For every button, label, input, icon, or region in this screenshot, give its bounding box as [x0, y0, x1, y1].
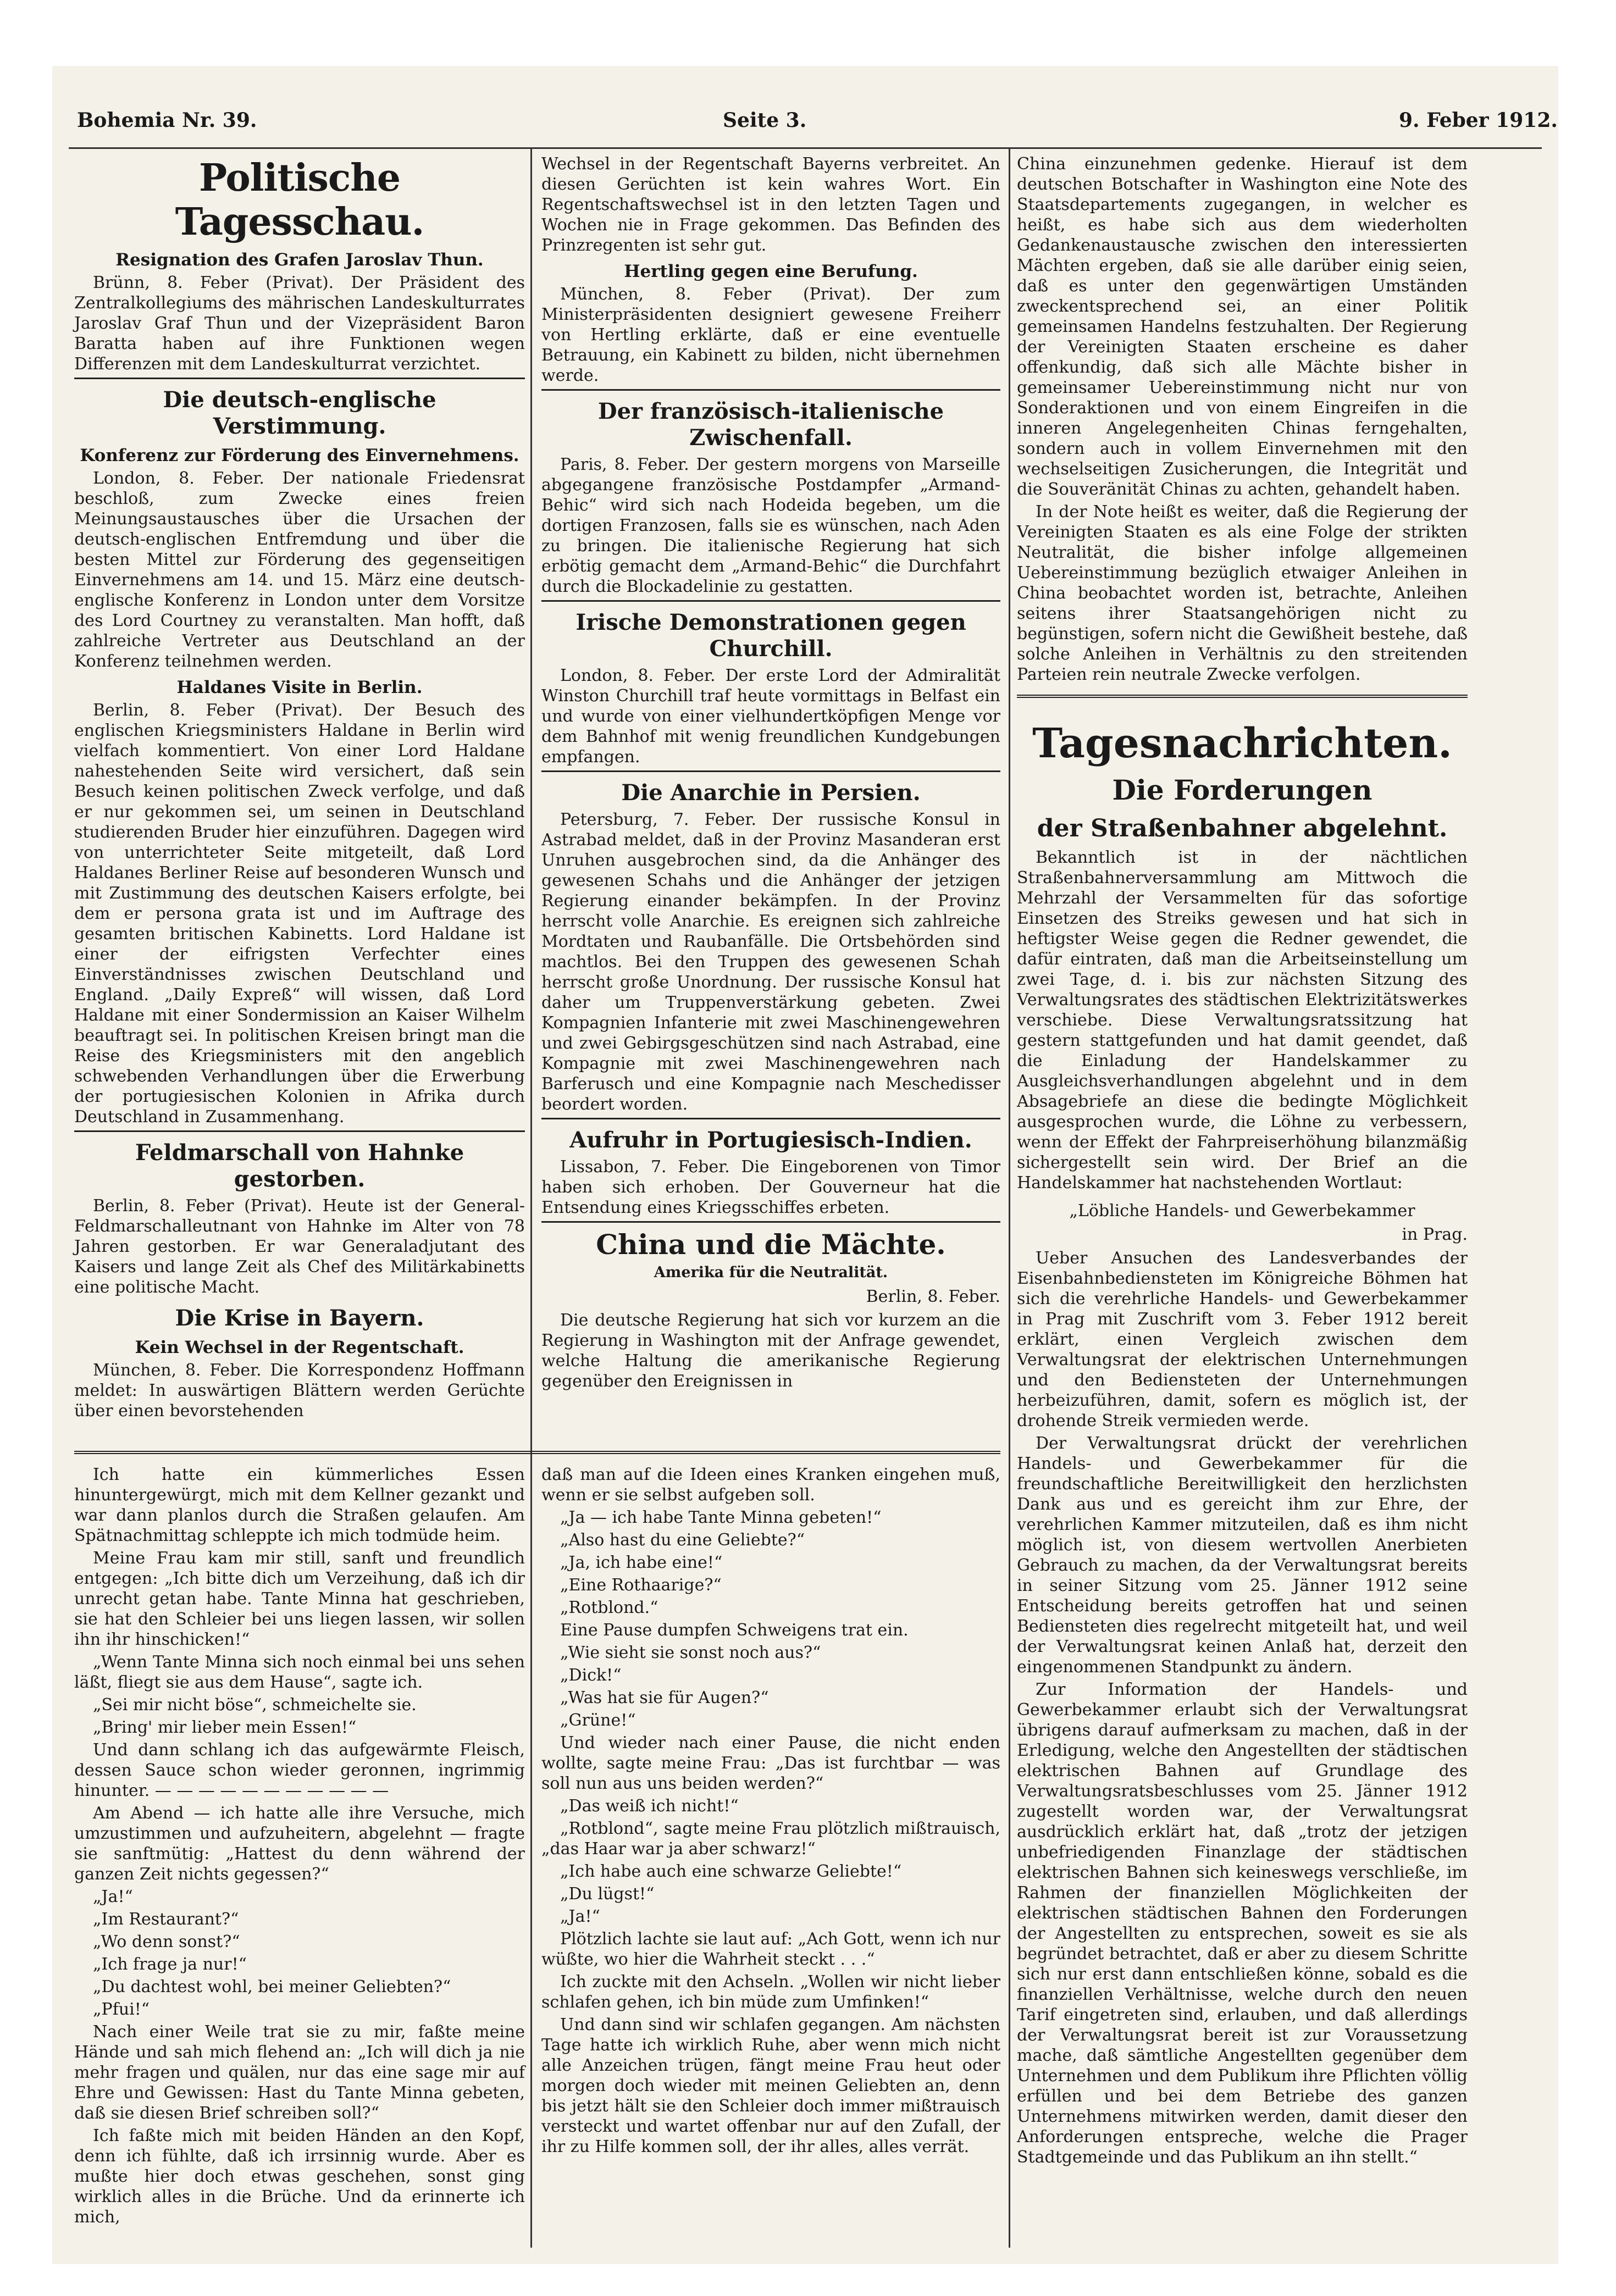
section-title: Tagesnachrichten.: [1032, 720, 1452, 767]
article-body: London, 8. Feber. Der erste Lord der Admiralität Winston Churchill traf heute vormittags in Belfast ein und wurde von einer vielhundertköpfigen Menge vor dem Bahnhof mit wenig freundlichen Kundgebungen empfangen.: [541, 666, 1000, 767]
feuilleton-line: Plötzlich lachte sie laut auf: „Ach Gott, wenn ich nur wüßte, wo hier die Wahrheit steckt . . .“: [541, 1929, 1000, 1969]
feuilleton-line: „Grüne!“: [560, 1711, 636, 1730]
feuilleton-line: „Im Restaurant?“: [93, 1910, 239, 1929]
article-body: Paris, 8. Feber. Der gestern morgens von Marseille abgegangene französische Postdampfer „Armand-Behic“ wird sich nach Hodeida begeben, um die dortigen Franzosen, falls sie es wünschen, nach Aden zu bringen. Die italienische Regierung hat sich erbötig gemacht dem „Armand-Behic“ die Durchfahrt durch die Blockadelinie zu gestatten.: [541, 455, 1000, 596]
dateline: Berlin, 8. Feber.: [866, 1287, 1000, 1306]
letter-place: in Prag.: [1402, 1225, 1468, 1244]
article-subtitle: Konferenz zur Förderung des Einvernehmens.: [80, 446, 519, 465]
feuilleton-line: „Ich habe auch eine schwarze Geliebte!“: [560, 1862, 902, 1881]
divider: [74, 378, 525, 379]
article-title: Feldmarschall von Hahnke gestorben.: [135, 1140, 464, 1192]
article-body: Die deutsche Regierung hat sich vor kurzem an die Regierung in Washington mit der Anfrage gewendet, welche Haltung die amerikanische Regierung gegenüber den Ereignissen in: [541, 1311, 1000, 1391]
column-1: [74, 154, 525, 1456]
feuilleton-line: „Eine Rothaarige?“: [560, 1576, 722, 1595]
article-title: Die Forderungen: [1112, 774, 1373, 806]
article-body: Berlin, 8. Feber (Privat). Der Besuch des englischen Kriegsministers Haldane in Berlin wird vielfach kommentiert. Von einer Lord Haldane nahestehenden Seite wird versichert, daß sein Besuch keinen politischen Zweck verfolge, und daß er nur gekommen sei, um seinen in Deutschland studierenden Bruder hier einzuführen. Dagegen wird von unterrichteter Seite mitgeteilt, daß Lord Haldanes Berliner Reise auf besonderen Wunsch und mit Zustimmung des deutschen Kaisers erfolgte, bei dem er persona grata ist und im Auftrage des gesamten britischen Kabinetts. Lord Haldane ist einer der eifrigsten Verfechter eines Einverständnisses zwischen Deutschland und England. „Daily Expreß“ will wissen, daß Lord Haldane mit einer Sondermission an Kaiser Wilhelm beauftragt sei. In politischen Kreisen bringt man die Reise des Kriegsministers mit den angeblich schwebenden Verhandlungen über die Erwerbung der portugiesischen Kolonien in Afrika durch Deutschland in Zusammenhang.: [74, 701, 525, 1127]
article-subtitle: Amerika für die Neutralität.: [654, 1264, 888, 1281]
letter-paragraph: Ueber Ansuchen des Landesverbandes der Eisenbahnbediensteten im Königreiche Böhmen hat sich die verehrliche Handels- und Gewerbekammer in Prag mit Zuschrift vom 3. Feber 1912 bereit erklärt, einen Vergleich zwischen dem Verwaltungsrat der elektrischen Unternehmungen und den Bediensteten der Unternehmungen herbeizuführen, damit, sofern es möglich ist, der drohende Streik vermieden werde.: [1017, 1249, 1468, 1430]
feuilleton-left: [74, 1465, 525, 2227]
feuilleton-line: „Ja — ich habe Tante Minna gebeten!“: [560, 1508, 882, 1527]
feuilleton-line: „Pfui!“: [93, 2000, 150, 2019]
article-title: Irische Demonstrationen gegen Churchill.: [575, 609, 966, 662]
article-title-line2: der Straßenbahner abgelehnt.: [1037, 814, 1448, 842]
feuilleton-line: Ich zuckte mit den Achseln. „Wollen wir nicht lieber schlafen gehen, ich bin müde zum Umfinken!“: [541, 1972, 1000, 2012]
feuilleton-line: Eine Pause dumpfen Schweigens trat ein.: [560, 1621, 909, 1640]
article-body: China einzunehmen gedenke. Hierauf ist dem deutschen Botschafter in Washington eine Note des Staatsdepartements zugegangen, in welcher es heißt, es habe sich aus dem wiederholten Gedankenaustausche zwischen den interessierten Mächten ergeben, daß sie alle darüber einig seien, daß es unter den gegenwärtigen Umständen zweckentsprechend sei, an einer Politik gemeinsamen Handelns festzuhalten. Der Regierung der Vereinigten Staaten erscheine es daher offenkundig, daß sich alle Mächte bisher in gemeinsamer Uebereinstimmung nicht nur von Sonderaktionen und von einem Eingreifen in die inneren Angelegenheiten Chinas ferngehalten, sondern auch in vollem Einvernehmen mit den wechselseitigen Zusicherungen, die Integrität und die Souveränität Chinas zu achten, gehandelt haben.: [1017, 154, 1468, 499]
feuilleton-line: Und wieder nach einer Pause, die nicht enden wollte, sagte meine Frau: „Das ist furchtbar — was soll nun aus uns beiden werden?“: [541, 1733, 1000, 1793]
header-rule: [69, 147, 1542, 149]
feuilleton-line: „Das weiß ich nicht!“: [560, 1796, 739, 1816]
feuilleton-line: „Also hast du eine Geliebte?“: [560, 1530, 805, 1550]
column-3: [1017, 154, 1468, 2259]
feuilleton-line: Und dann schlang ich das aufgewärmte Fleisch, dessen Sauce schon wieder geronnen, ingrimmig hinunter. — — — — — — — — — — —: [74, 1740, 525, 1800]
newspaper-page: [52, 66, 1558, 2264]
article-title: Die Anarchie in Persien.: [621, 780, 921, 806]
article-title: Haldanes Visite in Berlin.: [176, 678, 423, 697]
divider: [541, 389, 1000, 391]
article-title: Die Krise in Bayern.: [175, 1305, 424, 1331]
feuilleton-line: „Ich frage ja nur!“: [93, 1955, 247, 1974]
column-2: [541, 154, 1000, 1456]
divider: [541, 1118, 1000, 1119]
divider: [74, 1130, 525, 1132]
divider: [541, 600, 1000, 602]
feuilleton-line: „Ja, ich habe eine!“: [560, 1553, 723, 1572]
feuilleton-line: „Wo denn sonst?“: [93, 1932, 240, 1951]
feuilleton-line: „Rotblond“, sagte meine Frau plötzlich mißtrauisch, „das Haar war ja aber schwarz!“: [541, 1819, 1000, 1859]
feuilleton-line: „Sei mir nicht böse“, schmeichelte sie.: [93, 1695, 417, 1715]
article-title: Die deutsch-englische Verstimmung.: [163, 387, 436, 439]
article-body: Berlin, 8. Feber (Privat). Heute ist der General-Feldmarschalleutnant von Hahnke im Alter von 78 Jahren gestorben. Er war Generaladjutant des Kaisers und lange Zeit als Chef des Militärkabinetts eine politische Macht.: [74, 1196, 525, 1297]
article-title: Hertling gegen eine Berufung.: [624, 262, 918, 281]
feuilleton-line: Ich faßte mich mit beiden Händen an den Kopf, denn ich fühlte, daß ich irrsinnig wurde. Aber es mußte hier doch etwas geschehen, sonst ging wirklich alles in die Brüche. Und da erinnerte ich mich,: [74, 2126, 525, 2227]
article-body: München, 8. Feber (Privat). Der zum Ministerpräsidenten designiert gewesene Freiherr von Hertling erklärte, daß er eine eventuelle Betrauung, ein Kabinett zu bilden, nicht übernehmen werde.: [541, 285, 1000, 385]
feuilleton-line: „Dick!“: [560, 1666, 622, 1685]
article-title: Aufruhr in Portugiesisch-Indien.: [569, 1127, 972, 1153]
feuilleton-line: „Ja!“: [560, 1907, 600, 1926]
article-title: Resignation des Grafen Jaroslav Thun.: [115, 250, 484, 270]
article-body: Brünn, 8. Feber (Privat). Der Präsident des Zentralkollegiums des mährischen Landeskulturrates Jaroslav Graf Thun und der Vizepräsident Baron Baratta haben auf ihre Funktionen wegen Differenzen mit dem Landeskulturrat verzichtet.: [74, 273, 525, 374]
article-body: München, 8. Feber. Die Korrespondenz Hoffmann meldet: In auswärtigen Blättern werden Gerüchte über einen bevorstehenden: [74, 1361, 525, 1421]
feuilleton-line: „Du dachtest wohl, bei meiner Geliebten?“: [93, 1977, 451, 1996]
feuilleton-line: „Was hat sie für Augen?“: [560, 1688, 769, 1707]
feuilleton-line: Nach einer Weile trat sie zu mir, faßte meine Hände und sah mich flehend an: „Ich will dich ja nie mehr fragen und quälen, nur das eine sage mir auf Ehre und Gewissen: Hast du Tante Minna gebeten, daß sie diesen Brief schreiben soll?“: [74, 2022, 525, 2123]
section-divider: [1017, 695, 1468, 698]
header-center: Seite 3.: [723, 109, 807, 132]
feuilleton-line: „Wenn Tante Minna sich noch einmal bei uns sehen läßt, fliegt sie aus dem Hause“, sagte ich.: [74, 1652, 525, 1692]
letter-paragraph: Zur Information der Handels- und Gewerbekammer erlaubt sich der Verwaltungsrat übrigens darauf aufmerksam zu machen, daß in der Erledigung, welche den Angestellten der städtischen elektrischen Bahnen auf Grundlage des Verwaltungsratsbeschlusses vom 25. Jänner 1912 zugestellt worden war, der Verwaltungsrat ausdrücklich erklärt hat, daß „trotz der jetzigen unbefriedigenden Finanzlage der städtischen elektrischen Bahnen sich keineswegs verschließe, im Rahmen der finanziellen Möglichkeiten der elektrischen städtischen Bahnen den Forderungen der Angestellten zu entsprechen, soweit es sie als begründet betrachtet, daß er aber zu diesem Schritte sich nur erst dann entschließen könne, sobald es die finanziellen Verhältnisse, welche durch den neuen Tarif eingetreten sind, erlauben, und daß allerdings der Verwaltungsrat bereit ist zur Voraussetzung mache, daß sämtliche Angestellten gegenüber dem Unternehmen und dem Publikum ihre Pflichten völlig erfüllen und bei dem Betriebe des ganzen Unternehmens mitwirken werden, damit dieser den Anforderungen entspreche, welche die Prager Stadtgemeinde und das Publikum an ihn stellt.“: [1017, 1680, 1468, 2167]
article-body: In der Note heißt es weiter, daß die Regierung der Vereinigten Staaten es als eine Folge der strikten Neutralität, die bisher infolge allgemeinen Uebereinstimmung bezüglich etwaiger Anleihen in China beobachtet worden ist, betrachte, Anleihen seitens ihrer Staatsangehörigen nicht zu begünstigen, sofern nicht die Gewißheit bestehe, daß solche Anleihen in Verhältnis zu den streitenden Parteien rein neutrale Zwecke verfolgen.: [1017, 502, 1468, 684]
feuilleton-line: daß man auf die Ideen eines Kranken eingehen muß, wenn er sie selbst aufgeben soll.: [541, 1465, 1000, 1505]
politics-title: Politische Tagesschau.: [175, 156, 424, 244]
feuilleton-line: Meine Frau kam mir still, sanft und freundlich entgegen: „Ich bitte dich um Verzeihung, daß ich dir unrecht getan habe. Tante Minna hat geschrieben, sie hat den Schleier bei uns liegen lassen, wir sollen ihn ihr hinschicken!“: [74, 1549, 525, 1649]
letter-salutation: „Löbliche Handels- und Gewerbekammer: [1069, 1201, 1415, 1221]
article-body: Petersburg, 7. Feber. Der russische Konsul in Astrabad meldet, daß in der Provinz Masanderan erst Unruhen ausgebrochen sind, da die Anhänger des gewesenen Schahs und die Anhänger der jetzigen Regierung einander bekämpfen. In der Provinz herrscht volle Anarchie. Es ereignen sich zahlreiche Mordtaten und Raubanfälle. Die Ortsbehörden sind machtlos. Bei den Truppen des gewesenen Schah herrscht große Unordnung. Der russische Konsul hat daher um Truppenverstärkung gebeten. Zwei Kompagnien Infanterie mit zwei Maschinengewehren und zwei Gebirgsgeschützen sind nach Astrabad, eine Kompagnie mit zwei Maschinengewehren nach Barferusch und eine Kompagnie nach Meschedisser beordert worden.: [541, 810, 1000, 1114]
feuilleton-line: „Rotblond.“: [560, 1598, 658, 1617]
feuilleton-right: [541, 1465, 1000, 2195]
article-subtitle: Kein Wechsel in der Regentschaft.: [135, 1338, 464, 1357]
feuilleton-line: Ich hatte ein kümmerliches Essen hinuntergewürgt, mich mit dem Kellner gezankt und war dann planlos durch die Straßen gelaufen. Am Spätnachmittag schleppte ich mich todmüde heim.: [74, 1465, 525, 1545]
feuilleton-line: „Wie sieht sie sonst noch aus?“: [560, 1643, 821, 1662]
divider: [541, 770, 1000, 772]
article-body: London, 8. Feber. Der nationale Friedensrat beschloß, zum Zwecke eines freien Meinungsaustausches über die Ursachen der deutsch-englischen Entfremdung und über die besten Mittel zur Förderung des gegenseitigen Einvernehmens am 14. und 15. März eine deutsch-englische Konferenz in London unter dem Vorsitze des Lord Courtney zu veranstalten. Man hofft, daß zahlreiche Vertreter aus Deutschland an der Konferenz teilnehmen werden.: [74, 469, 525, 671]
column-rule-2: [1009, 148, 1010, 2248]
feuilleton-line: „Ja!“: [93, 1887, 133, 1906]
divider: [541, 1221, 1000, 1223]
article-body: Lissabon, 7. Feber. Die Eingeborenen von Timor haben sich erhoben. Der Gouverneur hat die Entsendung eines Kriegsschiffes erbeten.: [541, 1157, 1000, 1217]
article-body: Bekanntlich ist in der nächtlichen Straßenbahnerversammlung am Mittwoch die Mehrzahl der Versammelten für das sofortige Einsetzen des Streiks gewesen und hat sich in heftigster Weise gegen die Redner gewendet, die dafür eintraten, daß man die Arbeitseinstellung um zwei Tage, d. i. bis zur nächsten Sitzung des Verwaltungsrates des städtischen Elektrizitätswerkes verschiebe. Diese Verwaltungsratssitzung hat gestern stattgefunden und hat damit geendet, daß die Einladung der Handelskammer zu Ausgleichsverhandlungen abgelehnt und in dem Absagebriefe an diese die bedingte Möglichkeit ausgesprochen wurde, die Löhne zu verbessern, wenn der Effekt der Fahrpreiserhöhung bilanzmäßig sichergestellt sein wird. Der Brief an die Handelskammer hat nachstehenden Wortlaut:: [1017, 848, 1468, 1193]
header-right: 9. Feber 1912.: [1399, 109, 1558, 132]
feuilleton-line: Und dann sind wir schlafen gegangen. Am nächsten Tage hatte ich wirklich Ruhe, aber wenn mich nicht alle Anzeichen trügen, fängt meine Frau heut oder morgen doch wieder mit meinen Geliebten an, denn bis jetzt hält sie den Schleier doch immer mißtrauisch versteckt und wartet offenbar nur auf den Zufall, der ihr zu Hilfe kommen soll, der ihr alles, alles verrät.: [541, 2015, 1000, 2156]
column-rule-1: [530, 148, 532, 2248]
feuilleton-line: Am Abend — ich hatte alle ihre Versuche, mich umzustimmen und aufzuheitern, abgelehnt — fragte sie sanftmütig: „Hattest du denn während der ganzen Zeit nichts gegessen?“: [74, 1804, 525, 1884]
feuilleton-divider: [74, 1451, 1000, 1460]
header-left: Bohemia Nr. 39.: [77, 109, 257, 132]
feuilleton-line: „Du lügst!“: [560, 1884, 655, 1904]
feuilleton-line: „Bring' mir lieber mein Essen!“: [93, 1718, 357, 1737]
letter-paragraph: Der Verwaltungsrat drückt der verehrlichen Handels- und Gewerbekammer für die freundschaftliche Bereitwilligkeit den herzlichsten Dank aus und es gereicht ihm zur Ehre, der verehrlichen Kammer mitzuteilen, daß es ihm nicht möglich ist, von diesem wertvollen Anerbieten Gebrauch zu machen, da der Verwaltungsrat bereits in seiner Sitzung vom 25. Jänner 1912 seine Entscheidung bereits getroffen hat und seinen Bediensteten dies regelrecht mitgeteilt hat, und weil der Verwaltungsrat keinen Anlaß hat, derzeit den eingenommenen Standpunkt zu ändern.: [1017, 1434, 1468, 1677]
article-title: China und die Mächte.: [596, 1228, 946, 1261]
article-body: Wechsel in der Regentschaft Bayerns verbreitet. An diesen Gerüchten ist kein wahres Wort. Ein Regentschaftswechsel ist in den letzten Tagen und Wochen nie in Frage gekommen. Das Befinden des Prinzregenten ist sehr gut.: [541, 154, 1000, 255]
article-title: Der französisch-italienische Zwischenfall.: [597, 398, 944, 451]
